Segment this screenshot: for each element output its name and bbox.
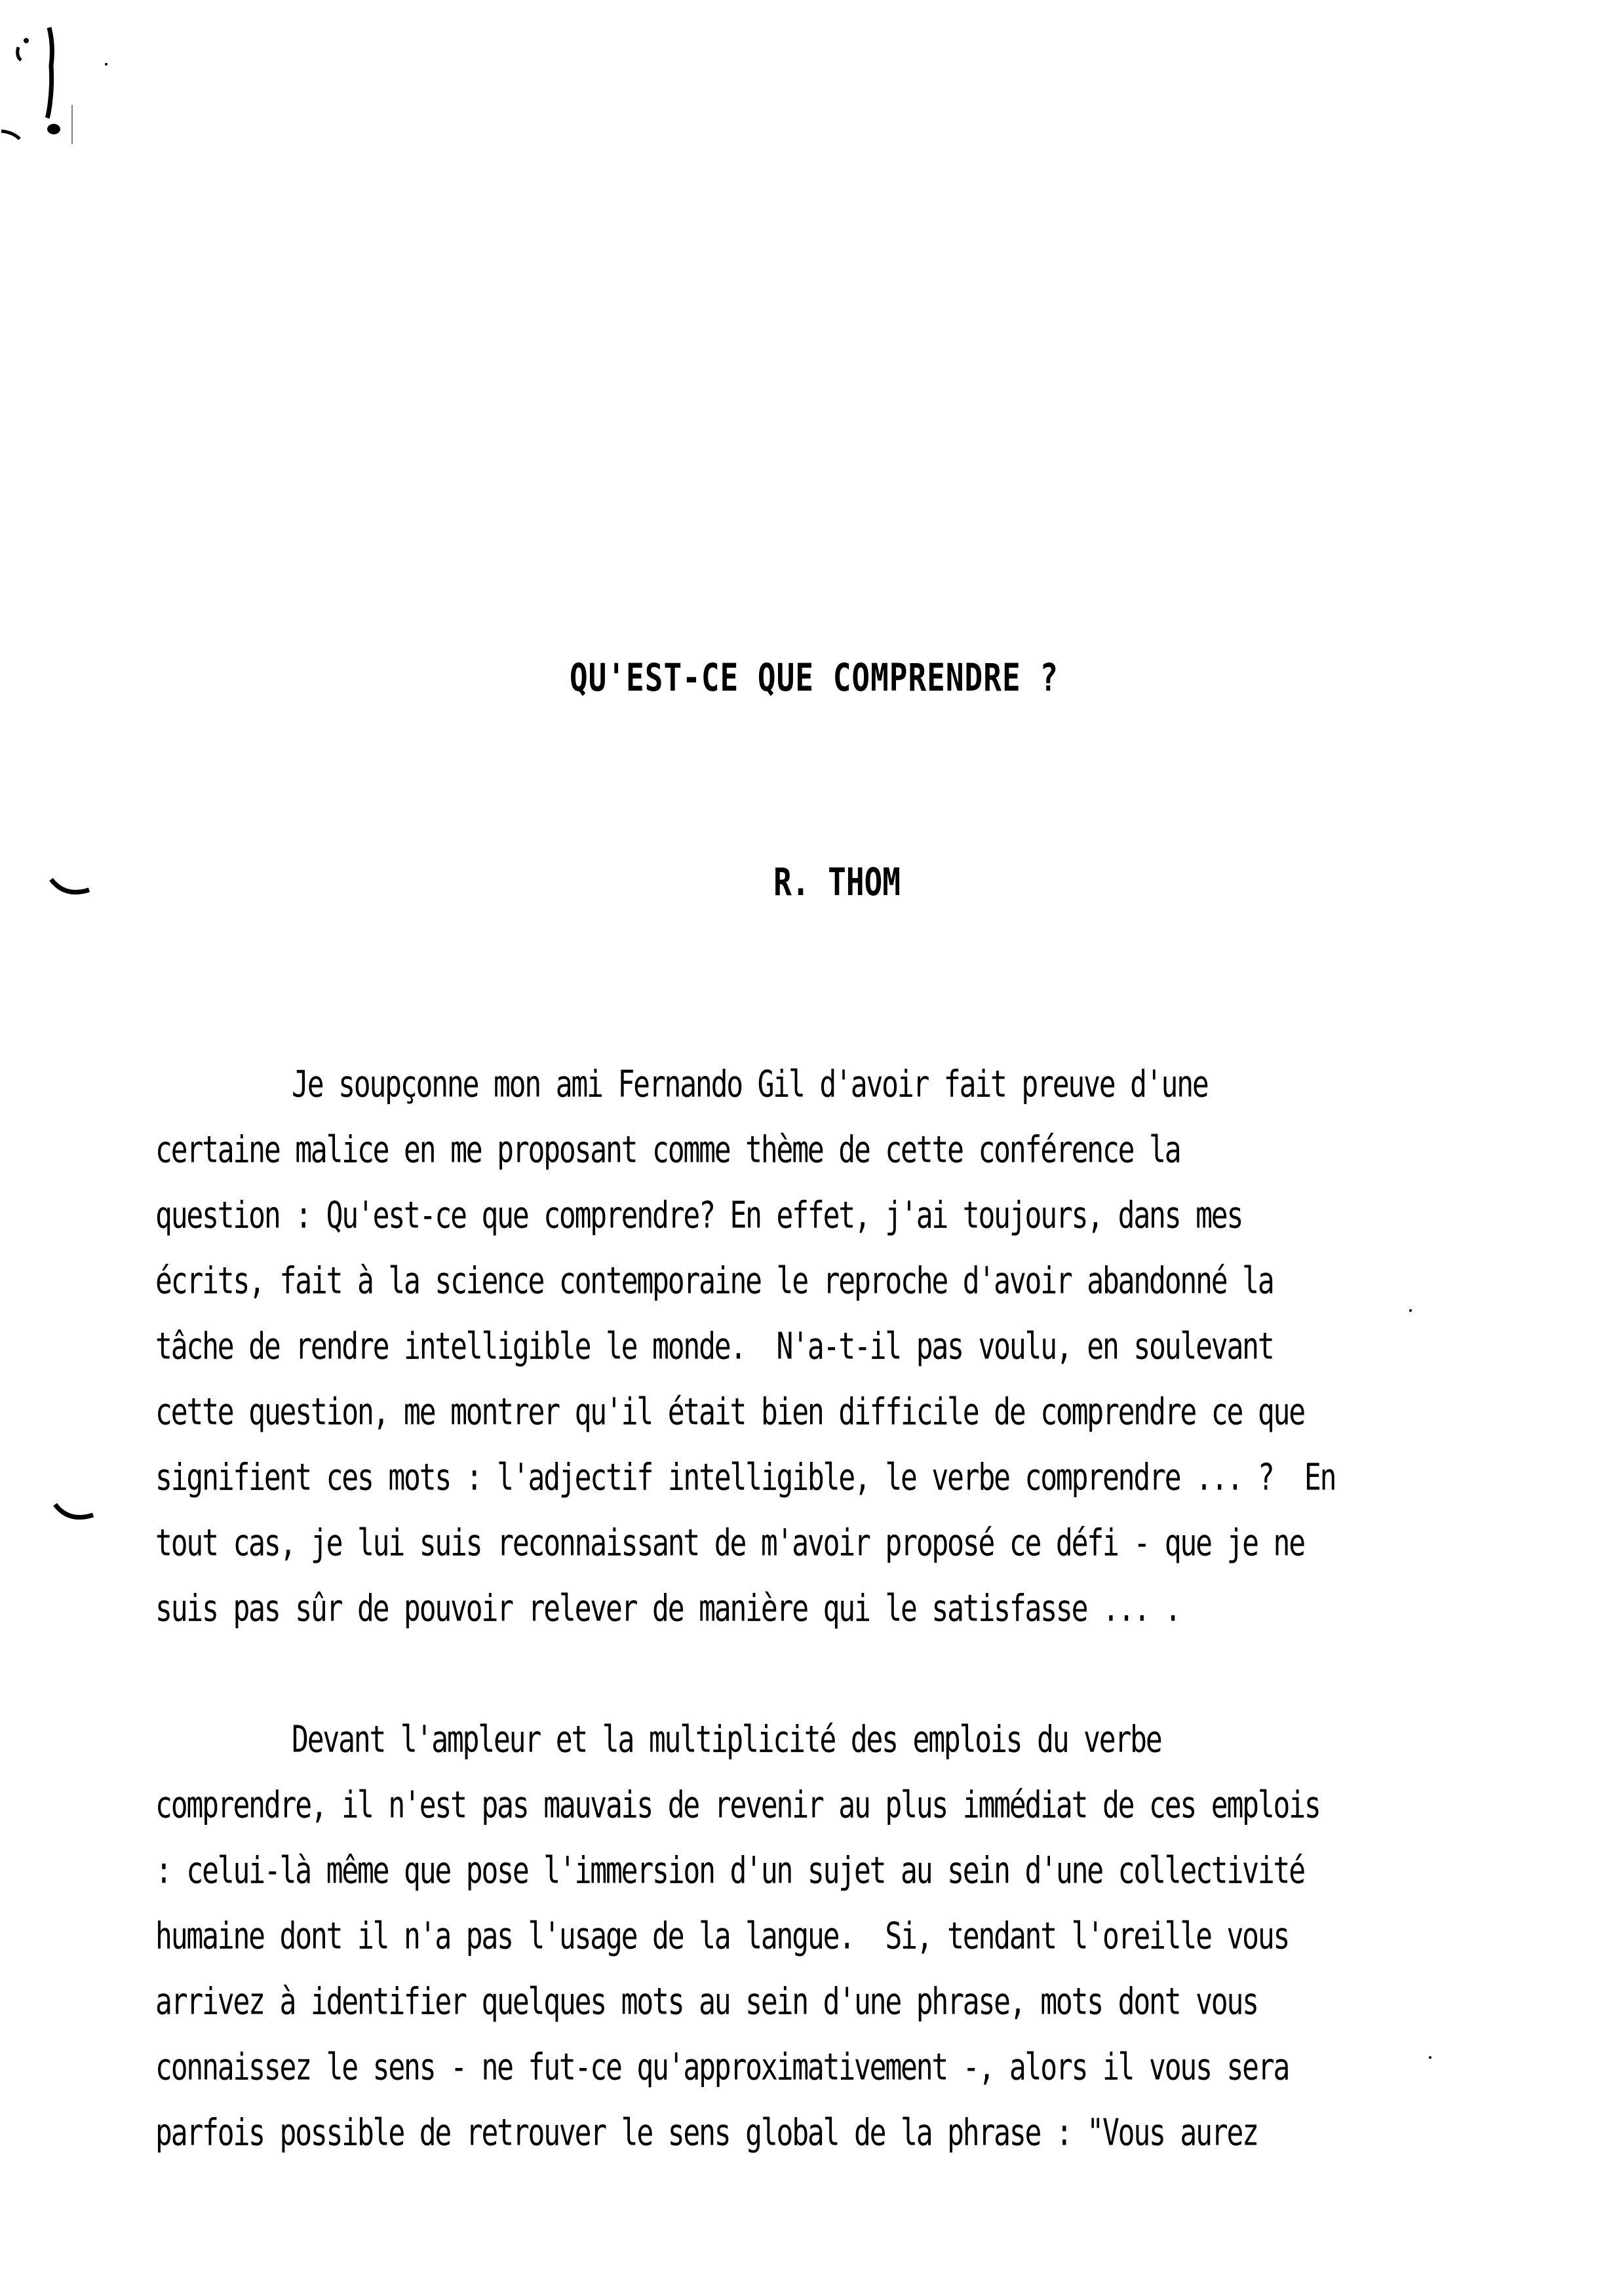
text-line: question : Qu'est-ce que comprendre? En effet, j'ai toujours, dans mes — [155, 1194, 1243, 1237]
punch-hole-mark-icon — [52, 1502, 98, 1528]
text-line: comprendre, il n'est pas mauvais de revenir au plus immédiat de ces emplois — [155, 1784, 1320, 1827]
text-line: écrits, fait à la science contemporaine le reproche d'avoir abandonné la — [155, 1259, 1274, 1303]
text-line: humaine dont il n'a pas l'usage de la langue. Si, tendant l'oreille vous — [155, 1915, 1289, 1958]
text-line: suis pas sûr de pouvoir relever de manière qui le satisfasse ... . — [155, 1587, 1180, 1630]
scan-speck — [105, 63, 107, 66]
text-line: parfois possible de retrouver le sens global de la phrase : "Vous aurez — [155, 2111, 1258, 2154]
text-line: certaine malice en me proposant comme thème de cette conférence la — [155, 1128, 1180, 1172]
document-title: QU'EST-CE QUE COMPRENDRE ? — [569, 655, 1059, 700]
scan-speck — [1409, 1309, 1412, 1312]
text-line: connaissez le sens - ne fut-ce qu'approximativement -, alors il vous sera — [155, 2046, 1289, 2089]
text-line: arrivez à identifier quelques mots au sein d'une phrase, mots dont vous — [155, 1980, 1258, 2023]
text-line: : celui-là même que pose l'immersion d'un sujet au sein d'une collectivité — [155, 1849, 1304, 1892]
document-author: R. THOM — [773, 860, 901, 904]
binding-mark-icon — [0, 20, 79, 164]
scan-speck — [1429, 2056, 1431, 2059]
text-line: tout cas, je lui suis reconnaissant de m'avoir proposé ce défi - que je ne — [155, 1521, 1304, 1565]
text-line: Devant l'ampleur et la multiplicité des emplois du verbe — [292, 1718, 1161, 1761]
text-line: signifient ces mots : l'adjectif intelligible, le verbe comprendre ... ? En — [155, 1456, 1336, 1499]
text-line: Je soupçonne mon ami Fernando Gil d'avoir fait preuve d'une — [292, 1063, 1208, 1106]
text-line: cette question, me montrer qu'il était bien difficile de comprendre ce que — [155, 1390, 1304, 1434]
text-line: tâche de rendre intelligible le monde. N'a-t-il pas voulu, en soulevant — [155, 1325, 1274, 1368]
